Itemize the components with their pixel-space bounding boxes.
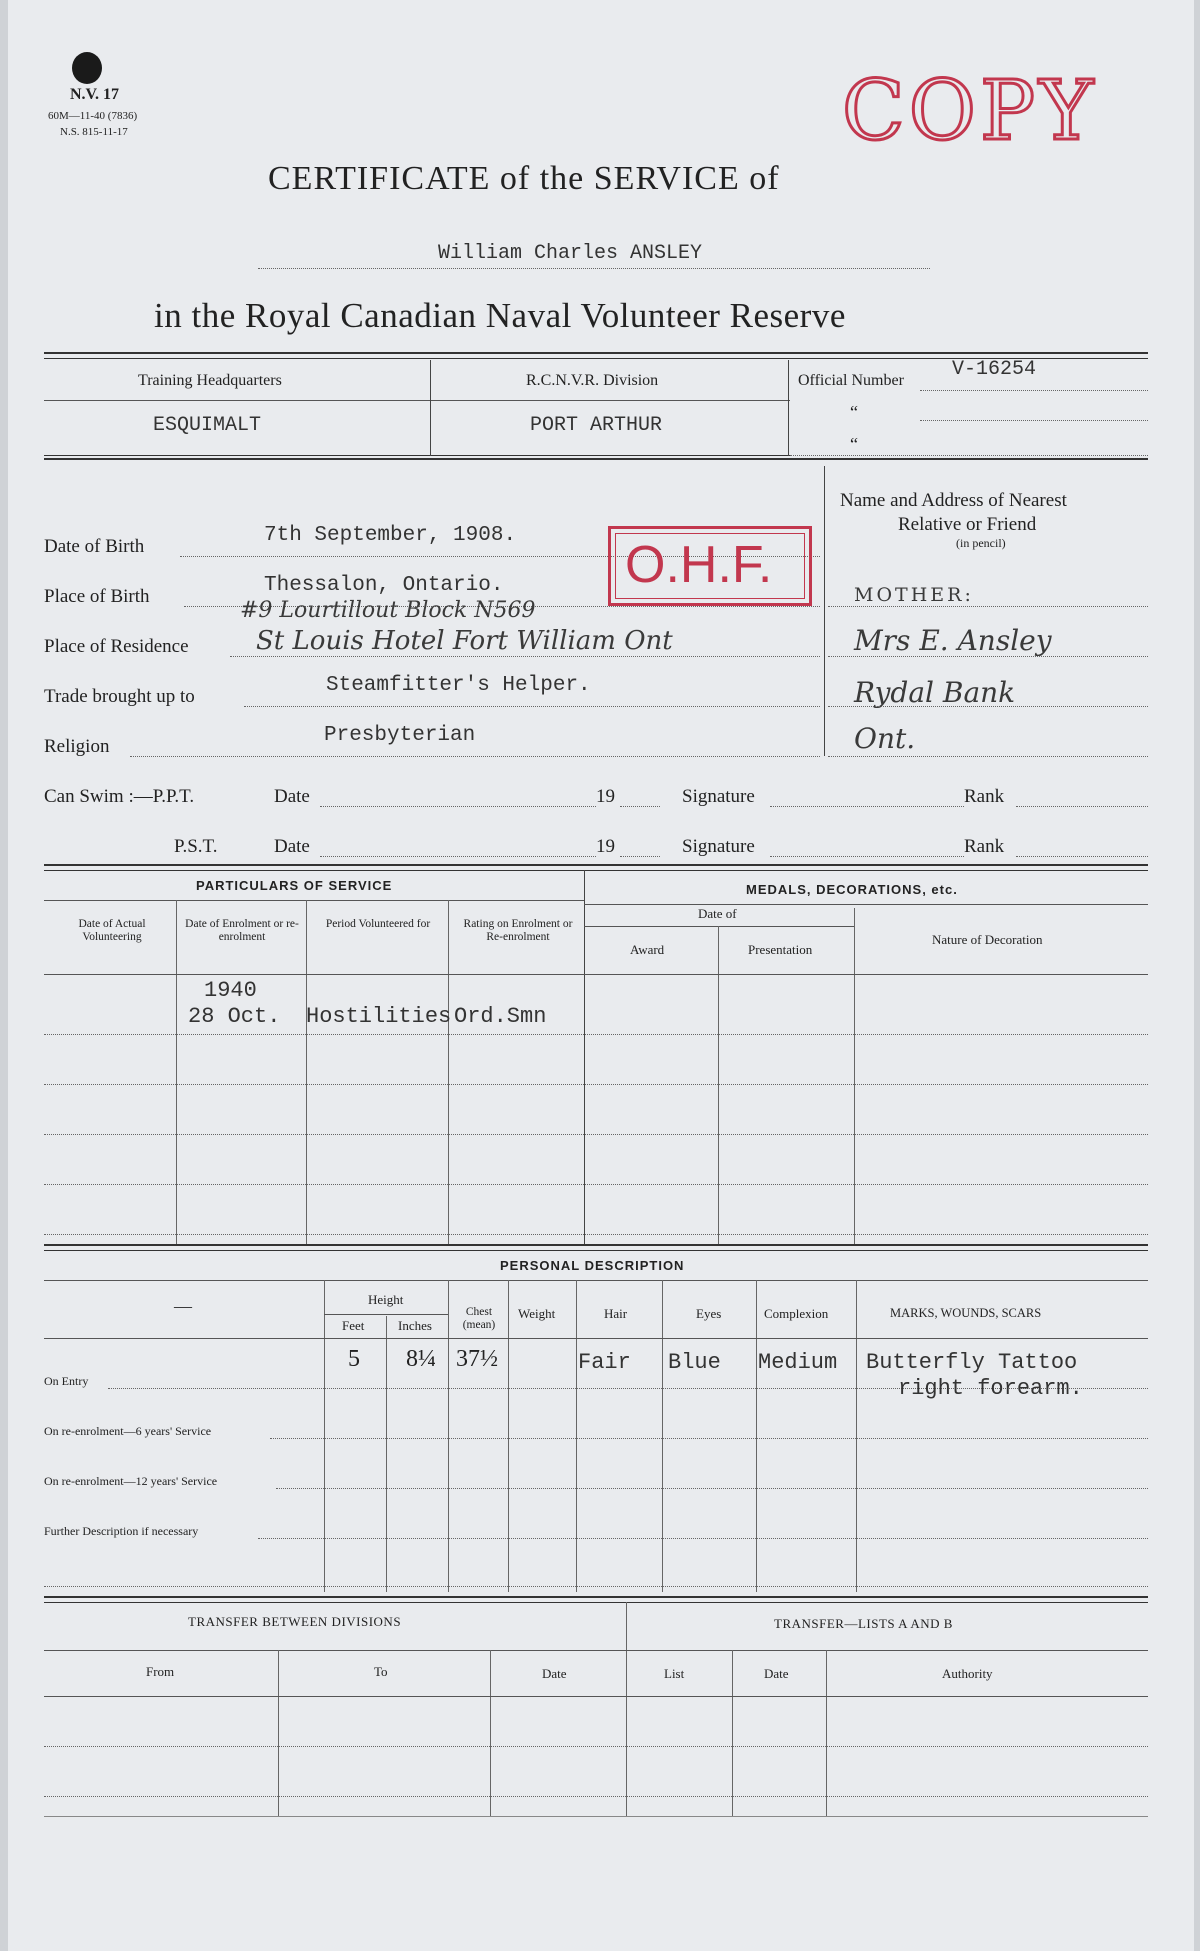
service-entry-rating: Ord.Smn	[454, 1004, 547, 1029]
service-member-name: William Charles ANSLEY	[438, 242, 703, 265]
residence-label: Place of Residence	[44, 636, 189, 657]
official-number-value: V-16254	[952, 358, 1037, 381]
form-number: N.V. 17	[70, 86, 120, 103]
row-reenrol-6: On re-enrolment—6 years' Service	[44, 1424, 212, 1438]
residence-value-line2: St Louis Hotel Fort William Ont	[256, 626, 673, 656]
division-value: PORT ARTHUR	[530, 414, 663, 437]
swim-ppt-signature-label: Signature	[682, 786, 755, 807]
value-eyes: Blue	[668, 1350, 721, 1375]
pob-label: Place of Birth	[44, 586, 150, 607]
swim-ppt-date-label: Date	[274, 786, 310, 807]
medals-presentation: Presentation	[748, 942, 813, 957]
swim-ppt-rank-label: Rank	[964, 786, 1005, 807]
value-chest: 37½	[456, 1346, 498, 1372]
form-code-1: 60M—11-40 (7836)	[48, 110, 138, 122]
medals-date-of: Date of	[698, 906, 737, 921]
training-hq-value: ESQUIMALT	[153, 414, 262, 437]
transfer-lists-heading: TRANSFER—LISTS A AND B	[774, 1616, 953, 1631]
transfer-from: From	[146, 1664, 175, 1679]
trade-value: Steamfitter's Helper.	[326, 674, 591, 697]
religion-value: Presbyterian	[324, 724, 476, 747]
relative-line-2: Mrs E. Ansley	[854, 624, 1052, 657]
certificate-subtitle: in the Royal Canadian Naval Volunteer Reserve	[154, 296, 846, 335]
punch-hole	[72, 52, 102, 84]
transfer-date: Date	[542, 1666, 567, 1681]
medals-nature: Nature of Decoration	[932, 932, 1043, 947]
description-heading: PERSONAL DESCRIPTION	[500, 1258, 685, 1273]
ditto-mark-2: “	[850, 434, 858, 454]
relative-heading-3: (in pencil)	[956, 536, 1006, 550]
swim-ppt-label: Can Swim :—P.P.T.	[44, 786, 195, 807]
col-enrolment: Date of Enrolment or re-enrolment	[185, 918, 299, 943]
row-reenrol-12: On re-enrolment—12 years' Service	[44, 1474, 218, 1488]
service-entry-year: 1940	[204, 978, 257, 1003]
swim-pst-year: 19	[596, 836, 615, 857]
official-number-label: Official Number	[798, 372, 904, 389]
training-hq-label: Training Headquarters	[138, 372, 282, 389]
pob-value: Thessalon, Ontario.	[264, 574, 504, 597]
value-inches: 8¼	[406, 1346, 436, 1372]
relative-heading-1: Name and Address of Nearest	[840, 490, 1067, 511]
eyes-label: Eyes	[696, 1306, 722, 1321]
value-complexion: Medium	[758, 1350, 838, 1375]
certificate-page	[8, 0, 1194, 1951]
trade-label: Trade brought up to	[44, 686, 195, 707]
relative-line-4: Ont.	[854, 722, 916, 755]
swim-pst-label: P.S.T.	[174, 836, 218, 857]
weight-label: Weight	[518, 1306, 556, 1321]
name-line	[258, 268, 930, 269]
transfer-divisions-heading: TRANSFER BETWEEN DIVISIONS	[188, 1614, 402, 1629]
complexion-label: Complexion	[764, 1306, 829, 1321]
height-label: Height	[368, 1292, 404, 1307]
dob-value: 7th September, 1908.	[264, 524, 517, 547]
value-hair: Fair	[578, 1350, 631, 1375]
value-marks-1: Butterfly Tattoo	[866, 1350, 1078, 1375]
relative-heading-2: Relative or Friend	[898, 514, 1037, 535]
medals-award: Award	[630, 942, 665, 957]
transfer-date-2: Date	[764, 1666, 789, 1681]
transfer-list: List	[664, 1666, 685, 1681]
service-entry-period: Hostilities	[306, 1004, 452, 1029]
col-actual-volunteering: Date of Actual Volunteering	[78, 918, 146, 943]
description-dash: —	[174, 1296, 192, 1316]
feet-label: Feet	[342, 1318, 365, 1333]
col-period: Period Volunteered for	[325, 918, 431, 930]
transfer-authority: Authority	[942, 1666, 993, 1681]
particulars-heading: PARTICULARS OF SERVICE	[196, 878, 393, 893]
value-feet: 5	[348, 1346, 360, 1372]
value-marks-2: right forearm.	[898, 1376, 1083, 1401]
swim-pst-rank-label: Rank	[964, 836, 1005, 857]
marks-label: MARKS, WOUNDS, SCARS	[890, 1306, 1042, 1320]
col-rating: Rating on Enrolment or Re-enrolment	[463, 918, 573, 943]
division-label: R.C.N.V.R. Division	[526, 372, 659, 389]
dob-label: Date of Birth	[44, 536, 145, 557]
ohf-stamp	[608, 526, 812, 606]
relative-line-1: MOTHER:	[854, 584, 974, 606]
hair-label: Hair	[604, 1306, 628, 1321]
medals-heading: MEDALS, DECORATIONS, etc.	[746, 882, 958, 897]
swim-pst-signature-label: Signature	[682, 836, 755, 857]
residence-value-line1: #9 Lourtillout Block N569	[240, 598, 536, 623]
swim-ppt-year: 19	[596, 786, 615, 807]
form-code-2: N.S. 815-11-17	[60, 126, 128, 138]
swim-pst-date-label: Date	[274, 836, 310, 857]
inches-label: Inches	[398, 1318, 432, 1333]
row-further: Further Description if necessary	[44, 1524, 199, 1538]
chest-label: Chest (mean)	[462, 1306, 496, 1331]
relative-line-3: Rydal Bank	[854, 676, 1016, 709]
copy-stamp: COPY	[842, 64, 1098, 159]
service-entry-date: 28 Oct.	[188, 1004, 281, 1029]
row-on-entry: On Entry	[44, 1374, 89, 1388]
certificate-title: CERTIFICATE of the SERVICE of	[268, 160, 780, 197]
ditto-mark-1: “	[850, 402, 858, 422]
religion-label: Religion	[44, 736, 110, 757]
ohf-stamp-text: O.H.F.	[625, 536, 773, 594]
transfer-to: To	[374, 1664, 388, 1679]
